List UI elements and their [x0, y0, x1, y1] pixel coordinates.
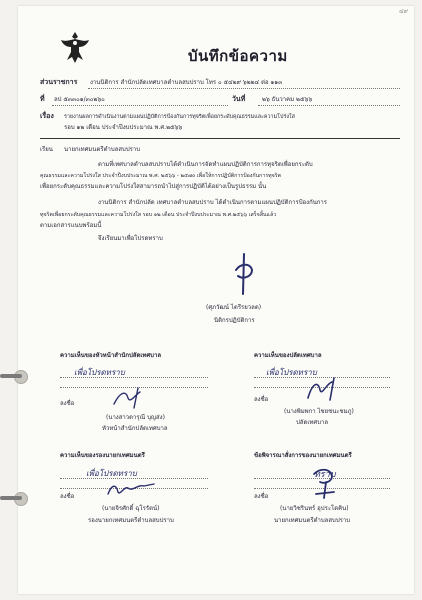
- head-of-office-signature: [110, 386, 152, 410]
- ref-label: ที่: [40, 95, 45, 103]
- ref-number: ลป ๕๓๓๐๑/๓๐๒๖๐: [54, 96, 105, 103]
- subject-line-1: รายงานผลการดำเนินงานตามแผนปฏิบัติการป้องกันการทุจริตเพื่อยกระดับคุณธรรมและความโปร่งใส: [64, 114, 295, 120]
- memo-page: [18, 6, 414, 594]
- body-p1-line-2: คุณธรรมและความโปร่งใส ประจำปีงบประมาณ พ.ศ. ๒๕๖๖ - ๒๕๗๐ เพื่อให้การปฏิบัติการป้องกันการทุจริต: [40, 173, 282, 179]
- binder-ring-top: [0, 374, 22, 378]
- head-of-office-sign-label: ลงชื่อ: [60, 400, 75, 407]
- deputy-mayor-name: (นายจิรศักดิ์ ฉุโรรัตน์): [102, 505, 160, 512]
- division-label: ส่วนราชการ: [40, 78, 78, 86]
- deputy-mayor-heading: ความเห็นของรองนายกเทศมนตรี: [60, 452, 145, 459]
- date-label: วันที่: [232, 95, 246, 103]
- mayor-heading: ข้อพิจารณาสั่งการของนายกเทศมนตรี: [254, 452, 352, 459]
- head-of-office-handwritten-note: เพื่อโปรดทราบ: [74, 368, 125, 377]
- garuda-emblem-icon: [58, 30, 92, 66]
- body-closing: จึงเรียนมาเพื่อโปรดทราบ: [98, 235, 163, 242]
- head-of-office-position: หัวหน้าสำนักปลัดเทศบาล: [102, 425, 168, 432]
- body-p1-line-3: เพื่อยกระดับคุณธรรมและความโปร่งใสสามารถนำไปสู่การปฏิบัติได้อย่างเป็นรูปธรรม นั้น: [40, 183, 267, 190]
- subject-line-2: รอบ ๑๒ เดือน ประจำปีงบประมาณ พ.ศ.๒๕๖๖: [64, 124, 183, 131]
- mayor-position: นายกเทศมนตรีตำบลสบปราบ: [274, 517, 351, 524]
- mayor-signature: [308, 464, 342, 502]
- head-of-office-heading: ความเห็นของหัวหน้าสำนักปลัดเทศบาล: [60, 352, 162, 359]
- municipal-clerk-sign-label: ลงชื่อ: [254, 396, 269, 403]
- body-p2-line-1: งานนิติการ สำนักปลัด เทศบาลตำบลสบปราบ ได้ดำเนินการตามแผนปฏิบัติการป้องกันการ: [98, 199, 328, 206]
- author-name: (ศุภวัฒน์ ไตรีรยวลด): [206, 304, 262, 311]
- municipal-clerk-handwritten-note: เพื่อโปรดทราบ: [266, 368, 317, 377]
- head-of-office-name: (นางสาวดารุณี บุญส่ง): [106, 414, 165, 421]
- corner-note: ๔๙: [399, 8, 408, 15]
- body-p2-line-3: ตามเอกสารแนบพร้อมนี้: [40, 222, 102, 229]
- mayor-name: (นายวิชรินทร์ อุประโดคิน): [280, 505, 349, 512]
- binder-ring-bottom: [0, 496, 22, 500]
- author-position: นิติกรปฏิบัติการ: [214, 317, 255, 324]
- date-text: ๒๖ ธันวาคม ๒๕๖๖: [262, 96, 313, 103]
- deputy-mayor-handwritten-note: เพื่อโปรดทราบ: [86, 469, 137, 478]
- municipal-clerk-signature: [304, 374, 342, 404]
- municipal-clerk-name: (นางพิมพกา ไชยชนะชมภู): [284, 408, 354, 415]
- body-p2-line-2: ทุจริตเพื่อยกระดับคุณธรรมและความโปร่งใส รอบ ๑๒ เดือน ประจำปีงบประมาณ พ.ศ.๒๕๖๖ เสร็จสิ้นแล้ว: [40, 212, 277, 218]
- deputy-mayor-signature: [104, 478, 160, 500]
- salutation-text: นายกเทศมนตรีตำบลสบปราบ: [64, 146, 141, 153]
- subject-label: เรื่อง: [40, 112, 54, 120]
- memo-heading: บันทึกข้อความ: [188, 47, 288, 65]
- municipal-clerk-heading: ความเห็นของปลัดเทศบาล: [254, 352, 322, 359]
- mayor-sign-label: ลงชื่อ: [254, 493, 269, 500]
- deputy-mayor-sign-label: ลงชื่อ: [60, 493, 75, 500]
- deputy-mayor-position: รองนายกเทศมนตรีตำบลสบปราบ: [88, 517, 174, 524]
- municipal-clerk-position: ปลัดเทศบาล: [296, 419, 329, 426]
- author-signature: [230, 250, 258, 300]
- division-text: งานนิติการ สำนักปลัดเทศบาลตำบลสบปราบ โทร ๐ ๕๔๒๙ ๖๒๒๔ ต่อ ๑๑๓: [90, 79, 283, 86]
- body-p1-line-1: ตามที่เทศบาลตำบลสบปราบได้ดำเนินการจัดทำแผนปฏิบัติการการทุจริตเพื่อยกระดับ: [98, 161, 313, 168]
- salutation-label: เรียน: [40, 146, 53, 153]
- mayor-handwritten-note: ทราบ: [314, 470, 336, 480]
